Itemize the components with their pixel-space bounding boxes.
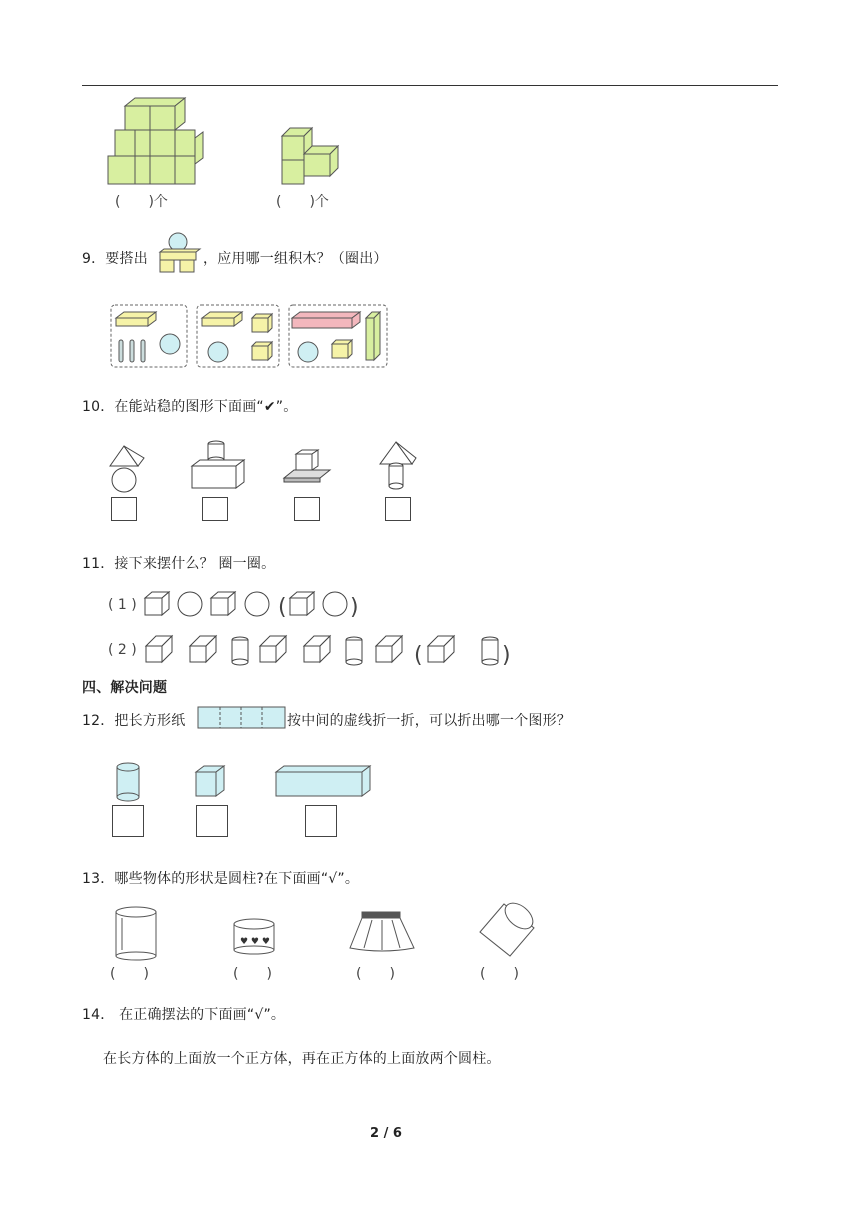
row2-label: ( 2 ) — [108, 642, 137, 658]
fold-option-cylinder — [115, 762, 141, 802]
q14-text: 14． 在正确摆法的下面画“√”。 — [82, 1007, 286, 1023]
section-title: 四、解决问题 — [82, 680, 168, 696]
q13-paren-3[interactable]: ( ) — [356, 966, 395, 982]
target-structure-image — [156, 232, 204, 276]
answer-paren-small: ( )个 — [276, 194, 329, 210]
tilted-cylinder-image — [472, 898, 542, 960]
stack-figure-4 — [376, 440, 420, 492]
cube-stack-large-image — [105, 96, 210, 188]
answer-box-1[interactable] — [111, 497, 137, 521]
stack-figure-3 — [282, 448, 332, 488]
row1-label: ( 1 ) — [108, 597, 137, 613]
q12-text-after: 按中间的虚线折一折，可以折出哪一个图形？ — [287, 713, 571, 729]
q10-text: 10．在能站稳的图形下面画“✔”。 — [82, 399, 298, 415]
svg-text:): ) — [350, 595, 359, 620]
skirt-image — [346, 910, 418, 954]
stack-figure-1 — [106, 444, 146, 494]
q13-text: 13．哪些物体的形状是圆柱?在下面画“√”。 — [82, 871, 360, 887]
answer-box-cube[interactable] — [196, 805, 228, 837]
answer-box-4[interactable] — [385, 497, 411, 521]
gift-box-image — [230, 916, 278, 956]
rectangle-paper-image — [197, 706, 287, 730]
q13-paren-1[interactable]: ( ) — [110, 966, 149, 982]
q13-paren-2[interactable]: ( ) — [233, 966, 272, 982]
answer-box-2[interactable] — [202, 497, 228, 521]
fold-option-cuboid — [274, 764, 374, 800]
answer-paren-large: ( )个 — [115, 194, 168, 210]
pattern-row-1 — [142, 588, 362, 622]
q9-text-after: ，应用哪一组积木？（圈出） — [203, 251, 388, 267]
answer-box-3[interactable] — [294, 497, 320, 521]
q9-text-before: 9．要搭出 — [82, 251, 148, 267]
option-group-a[interactable] — [110, 304, 190, 370]
option-group-c[interactable] — [288, 304, 390, 370]
header-rule — [82, 85, 778, 86]
answer-box-cylinder[interactable] — [112, 805, 144, 837]
q14-body: 在长方体的上面放一个正方体，再在正方体的上面放两个圆柱。 — [103, 1051, 501, 1067]
page-number: 2 / 6 — [370, 1126, 402, 1141]
svg-text:(: ( — [278, 595, 287, 620]
fold-option-cube — [194, 764, 228, 800]
option-group-b[interactable] — [196, 304, 282, 370]
svg-text:♥ ♥ ♥: ♥ ♥ ♥ — [240, 937, 270, 947]
stack-figure-2 — [190, 440, 246, 492]
q13-paren-4[interactable]: ( ) — [480, 966, 519, 982]
pattern-row-2 — [142, 632, 514, 668]
cube-stack-small-image — [278, 124, 348, 188]
q12-text-before: 12．把长方形纸 — [82, 713, 186, 729]
svg-text:(: ( — [414, 643, 423, 668]
cup-image — [112, 904, 160, 960]
q11-text: 11．接下来摆什么？ 圈一圈。 — [82, 556, 276, 572]
answer-box-cuboid[interactable] — [305, 805, 337, 837]
svg-text:): ) — [502, 643, 511, 668]
